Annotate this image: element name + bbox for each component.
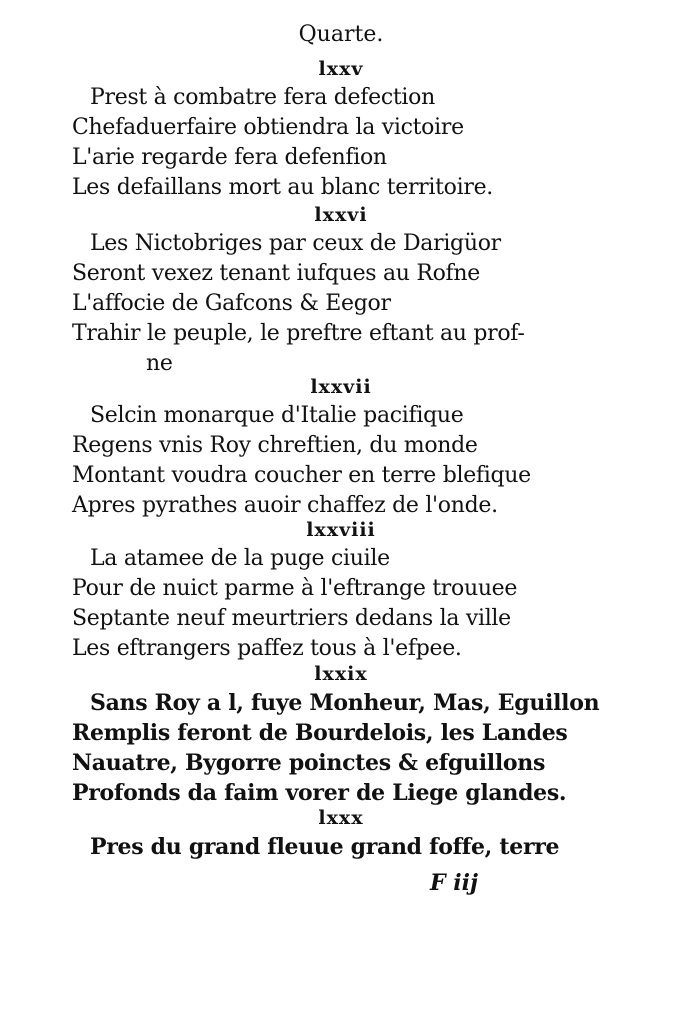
verse-line: Chefaduerfaire obtiendra la victoire — [72, 115, 464, 140]
verse-line: Septante neuf meurtriers dedans la ville — [72, 606, 511, 631]
signature-mark: F iij — [430, 870, 478, 896]
quatrain-75 — [0, 55, 682, 203]
quatrain-80 — [0, 804, 682, 862]
verse-line: Profonds da faim vorer de Liege glandes. — [72, 780, 567, 806]
quatrain-number: lxxix — [314, 663, 368, 685]
verse-line: Trahir le peuple, le preftre eftant au prof- — [72, 321, 525, 346]
quatrain-77 — [0, 373, 682, 521]
verse-line: L'arie regarde fera defenfion — [72, 145, 387, 170]
verse-line: Remplis feront de Bourdelois, les Landes — [72, 720, 568, 746]
verse-line: Les eftrangers paffez tous à l'efpee. — [72, 636, 462, 661]
quatrain-79 — [0, 660, 682, 808]
verse-line: Apres pyrathes auoir chaffez de l'onde. — [72, 493, 498, 518]
verse-line: Les defaillans mort au blanc territoire. — [72, 175, 493, 200]
quatrain-number: lxxvi — [314, 204, 368, 226]
quatrain-number: lxxviii — [306, 519, 376, 541]
verse-line: Nauatre, Bygorre poinctes & efguillons — [72, 750, 546, 776]
quatrain-number: lxxvii — [310, 376, 372, 398]
verse-line: Les Nictobriges par ceux de Darigüor — [90, 231, 501, 256]
verse-line: Seront vexez tenant iufques au Rofne — [72, 261, 480, 286]
quatrain-number: lxxx — [318, 807, 364, 829]
verse-line: Sans Roy a l, fuye Monheur, Mas, Eguillon — [90, 690, 600, 716]
verse-line: Prest à combatre fera defection — [90, 85, 435, 110]
running-header: Quarte. — [298, 22, 384, 47]
verse-line: La atamee de la puge ciuile — [90, 546, 390, 571]
quatrain-76 — [0, 201, 682, 379]
verse-line: ne — [146, 351, 173, 376]
quatrain-78 — [0, 516, 682, 664]
verse-line: Montant voudra coucher en terre blefique — [72, 463, 531, 488]
quatrain-number: lxxv — [318, 58, 364, 80]
verse-line: Selcin monarque d'Italie pacifique — [90, 403, 464, 428]
verse-line: Pour de nuict parme à l'eftrange trouuee — [72, 576, 518, 601]
verse-line: L'affocie de Gafcons & Eegor — [72, 291, 391, 316]
verse-line: Pres du grand fleuue grand foffe, terre — [90, 834, 560, 860]
verse-line: Regens vnis Roy chreftien, du monde — [72, 433, 478, 458]
